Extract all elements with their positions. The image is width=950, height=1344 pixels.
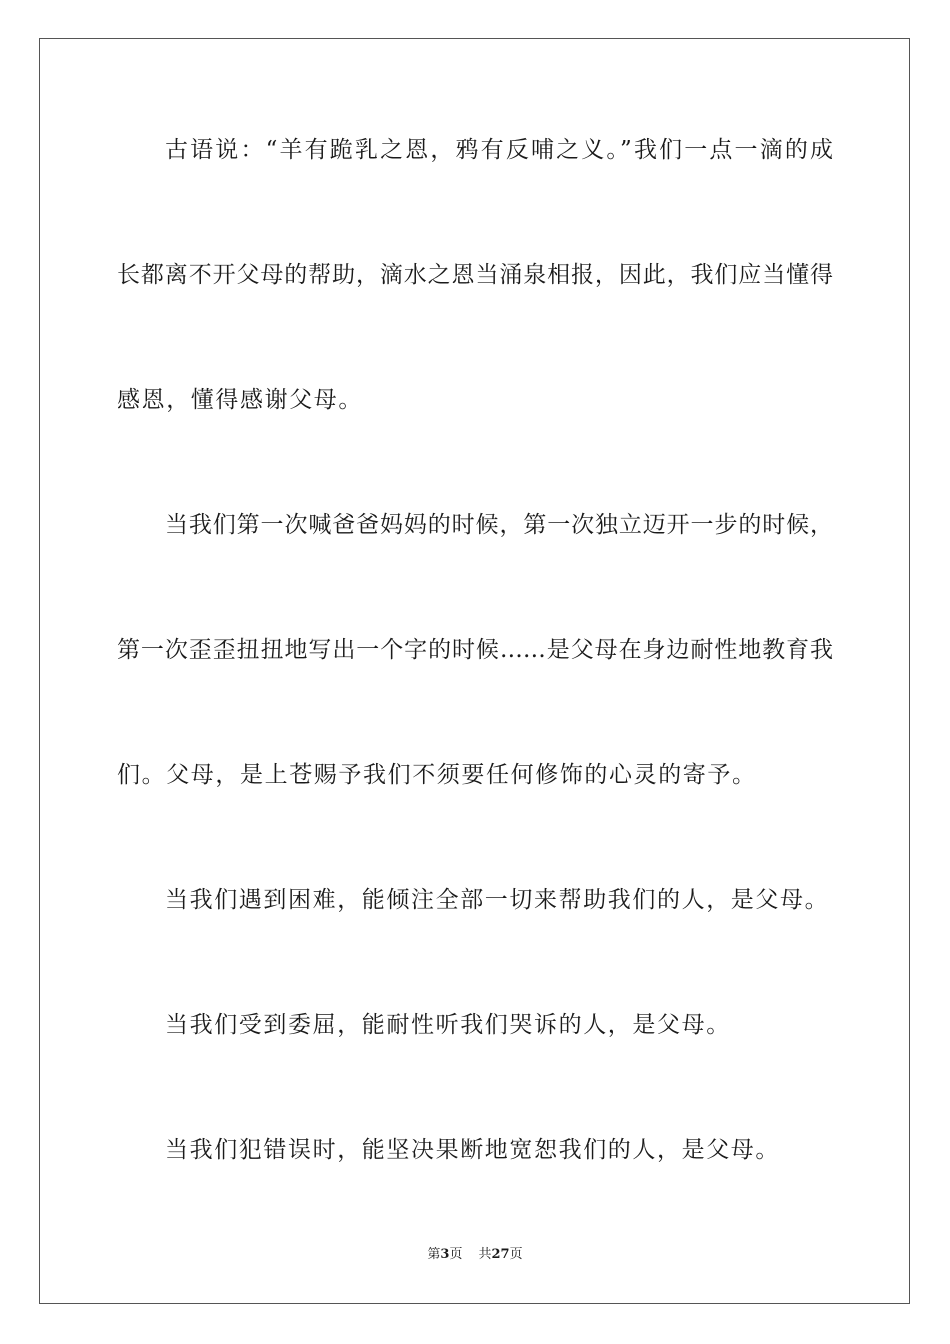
paragraph-1-line-1: 古语说：“羊有跪乳之恩，鸦有反哺之义。”我们一点一滴的成	[165, 137, 833, 163]
paragraph-3: 当我们遇到困难，能倾注全部一切来帮助我们的人，是父母。	[165, 887, 830, 913]
paragraph-1-line-2: 长都离不开父母的帮助，滴水之恩当涌泉相报，因此，我们应当懂得	[117, 262, 833, 288]
page-border	[39, 38, 910, 1304]
paragraph-4: 当我们受到委屈，能耐性听我们哭诉的人，是父母。	[165, 1012, 731, 1038]
paragraph-5: 当我们犯错误时，能坚决果断地宽恕我们的人，是父母。	[165, 1137, 780, 1163]
paragraph-2-line-3: 们。父母，是上苍赐予我们不须要任何修饰的心灵的寄予。	[117, 762, 757, 788]
paragraph-2-line-1: 当我们第一次喊爸爸妈妈的时候，第一次独立迈开一步的时候，	[165, 512, 833, 538]
page-prefix: 第	[427, 1247, 441, 1262]
total-page-count: 27	[491, 1247, 510, 1262]
current-page-number: 3	[440, 1247, 450, 1262]
total-suffix: 页	[509, 1247, 523, 1262]
page-suffix: 页	[449, 1247, 463, 1262]
page-footer	[0, 1247, 950, 1263]
paragraph-2-line-2: 第一次歪歪扭扭地写出一个字的时候……是父母在身边耐性地教育我	[117, 637, 833, 663]
paragraph-1-line-3: 感恩，懂得感谢父母。	[117, 387, 363, 413]
total-prefix: 共	[478, 1247, 492, 1262]
